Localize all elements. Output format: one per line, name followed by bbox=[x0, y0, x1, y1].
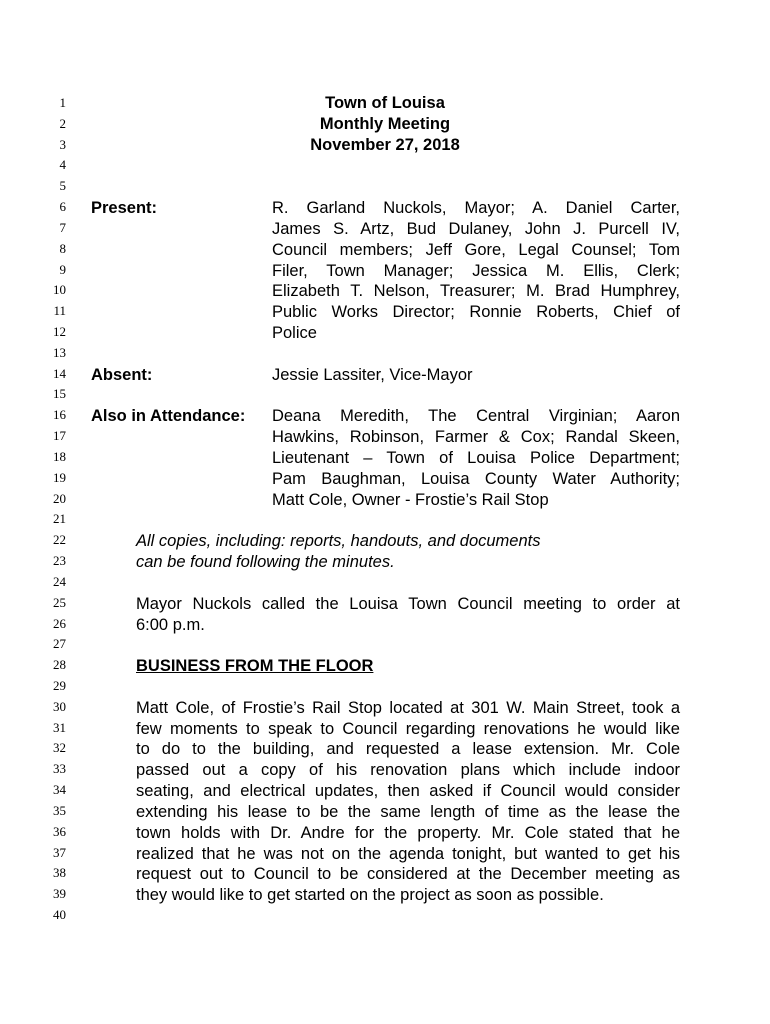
line-number: 33 bbox=[53, 761, 66, 777]
present-line: R. Garland Nuckols, Mayor; A. Daniel Carter, bbox=[272, 199, 680, 217]
line-number: 19 bbox=[53, 469, 66, 485]
attendance-line: Matt Cole, Owner - Frostie’s Rail Stop bbox=[272, 491, 549, 509]
attendance-line: Lieutenant – Town of Louisa Police Department; bbox=[272, 449, 680, 467]
line-number: 17 bbox=[53, 428, 66, 444]
present-label: Present: bbox=[91, 199, 158, 217]
line-number: 15 bbox=[53, 386, 66, 402]
line-number: 14 bbox=[53, 365, 66, 381]
copies-note-line: All copies, including: reports, handouts, and documents bbox=[136, 532, 541, 550]
business-line: seating, and electrical updates, then asked if Council would consider bbox=[136, 782, 680, 800]
line-number: 31 bbox=[53, 719, 66, 735]
line-number: 37 bbox=[53, 844, 66, 860]
line-number: 25 bbox=[53, 594, 66, 610]
line-number: 3 bbox=[59, 136, 66, 152]
business-line: town holds with Dr. Andre for the property. Mr. Cole stated that he bbox=[136, 824, 680, 842]
business-line: to do to the building, and requested a lease extension. Mr. Cole bbox=[136, 740, 680, 758]
attendance-line: Pam Baughman, Louisa County Water Authority; bbox=[272, 470, 680, 488]
meeting-date: November 27, 2018 bbox=[310, 136, 460, 154]
line-number: 38 bbox=[53, 865, 66, 881]
line-number: 32 bbox=[53, 740, 66, 756]
line-number: 36 bbox=[53, 823, 66, 839]
line-number: 6 bbox=[59, 199, 66, 215]
present-line: James S. Artz, Bud Dulaney, John J. Purcell IV, bbox=[272, 220, 680, 238]
business-line: they would like to get started on the project as soon as possible. bbox=[136, 886, 604, 904]
attendance-label: Also in Attendance: bbox=[91, 407, 246, 425]
line-number: 7 bbox=[59, 219, 66, 235]
attendance-line: Hawkins, Robinson, Farmer & Cox; Randal Skeen, bbox=[272, 428, 680, 446]
business-line: Matt Cole, of Frostie’s Rail Stop located at 301 W. Main Street, took a bbox=[136, 699, 680, 717]
business-line: realized that he was not on the agenda tonight, but wanted to get his bbox=[136, 845, 680, 863]
line-number: 23 bbox=[53, 553, 66, 569]
business-line: extending his lease to be the same length of time as the lease the bbox=[136, 803, 680, 821]
line-number: 26 bbox=[53, 615, 66, 631]
absent-label: Absent: bbox=[91, 366, 153, 384]
line-number: 4 bbox=[59, 157, 66, 173]
line-number: 12 bbox=[53, 324, 66, 340]
meeting-title: Monthly Meeting bbox=[319, 115, 451, 133]
absent-value: Jessie Lassiter, Vice-Mayor bbox=[272, 366, 473, 384]
present-line: Filer, Town Manager; Jessica M. Ellis, Clerk; bbox=[272, 262, 680, 280]
line-number: 18 bbox=[53, 448, 66, 464]
business-heading: BUSINESS FROM THE FLOOR bbox=[136, 657, 374, 675]
town-title: Town of Louisa bbox=[325, 94, 445, 112]
line-number: 22 bbox=[53, 532, 66, 548]
line-number: 28 bbox=[53, 657, 66, 673]
line-number: 30 bbox=[53, 698, 66, 714]
present-line: Police bbox=[272, 324, 317, 342]
line-number: 27 bbox=[53, 636, 66, 652]
line-number: 16 bbox=[53, 407, 66, 423]
call-to-order-line: Mayor Nuckols called the Louisa Town Council meeting to order at bbox=[136, 595, 680, 613]
line-number: 9 bbox=[59, 261, 66, 277]
present-line: Public Works Director; Ronnie Roberts, Chief of bbox=[272, 303, 680, 321]
line-number: 21 bbox=[53, 511, 66, 527]
present-line: Council members; Jeff Gore, Legal Counsel; Tom bbox=[272, 241, 680, 259]
line-number: 13 bbox=[53, 344, 66, 360]
line-number: 11 bbox=[53, 303, 66, 319]
line-number: 20 bbox=[53, 490, 66, 506]
business-line: request out to Council to be considered at the December meeting as bbox=[136, 865, 680, 883]
line-number: 34 bbox=[53, 782, 66, 798]
business-line: passed out a copy of his renovation plans which include indoor bbox=[136, 761, 680, 779]
line-number: 8 bbox=[59, 240, 66, 256]
line-number: 35 bbox=[53, 802, 66, 818]
call-to-order-line: 6:00 p.m. bbox=[136, 616, 205, 634]
business-line: few moments to speak to Council regarding renovations he would like bbox=[136, 720, 680, 738]
line-number: 10 bbox=[53, 282, 66, 298]
line-number: 24 bbox=[53, 573, 66, 589]
line-number: 29 bbox=[53, 677, 66, 693]
line-number: 1 bbox=[59, 95, 66, 110]
present-line: Elizabeth T. Nelson, Treasurer; M. Brad Humphrey, bbox=[272, 282, 680, 300]
line-number: 39 bbox=[53, 886, 66, 902]
line-number: 2 bbox=[59, 115, 66, 131]
attendance-line: Deana Meredith, The Central Virginian; Aaron bbox=[272, 407, 680, 425]
line-number: 5 bbox=[59, 178, 66, 194]
copies-note-line: can be found following the minutes. bbox=[136, 553, 395, 571]
line-number: 40 bbox=[53, 906, 66, 922]
